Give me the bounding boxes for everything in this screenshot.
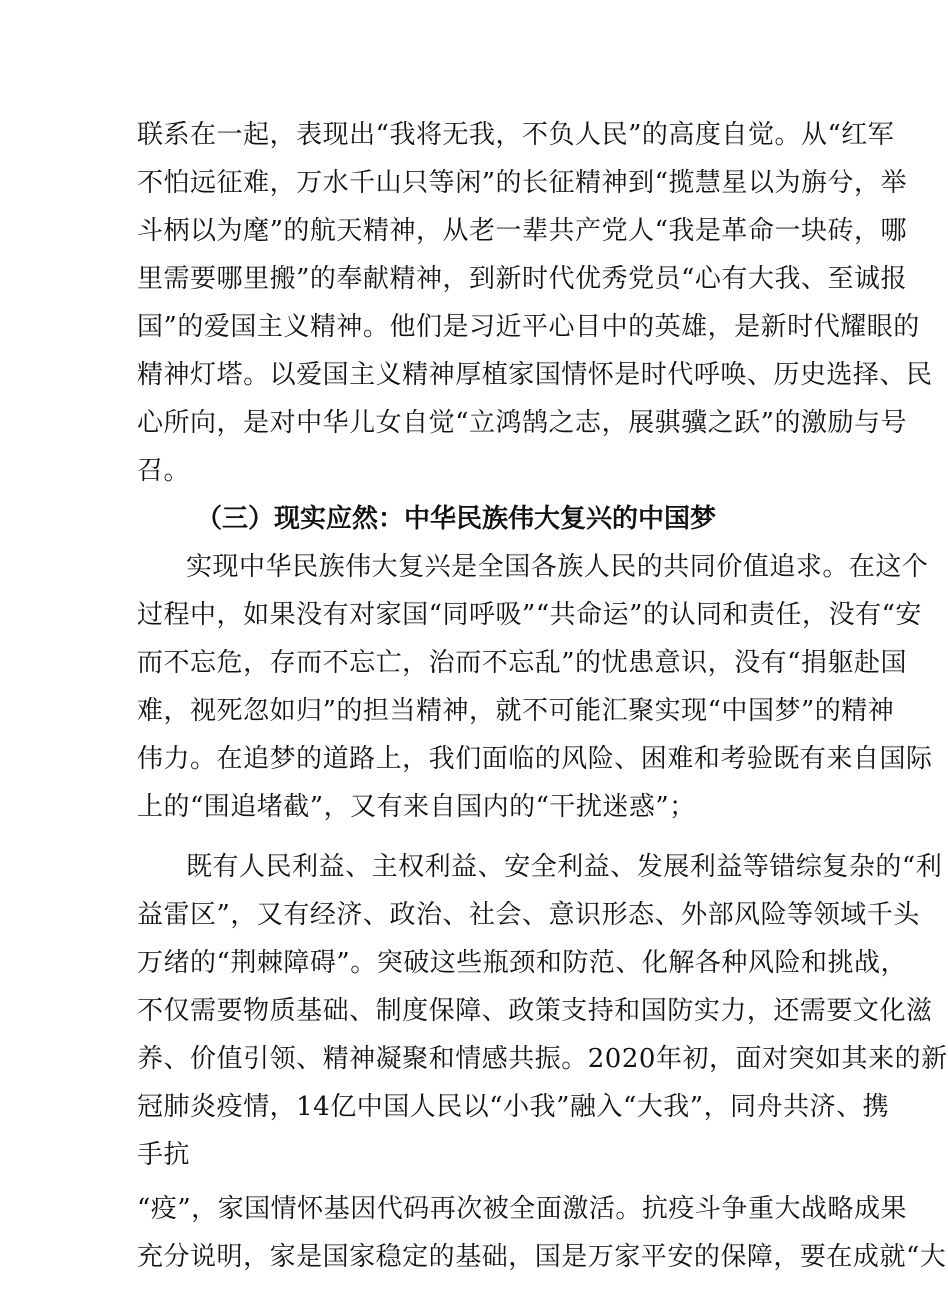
- section-heading: （三）现实应然：中华民族伟大复兴的中国梦: [196, 504, 717, 534]
- paragraph-4-line-2: 充 分 说 明 ， 家 是 国 家 稳 定 的 基 础 ， 国 是 万 家 平 安 的 保 障 ， 要 在 成 就 “ 大: [137, 1242, 947, 1272]
- paragraph-1-line-4: 里 需 要 哪 里 搬 ” 的 奉 献 精 神 ， 到 新 时 代 优 秀 党 员 “ 心 有 大 我 、 至 诚 报: [137, 264, 908, 294]
- paragraph-1-line-1: 联 系 在 一 起 ， 表 现 出 “ 我 将 无 我 ， 不 负 人 民 ” 的 高 度 自 觉 。 从 “ 红 军: [137, 120, 895, 150]
- paragraph-2-line-1: 实 现 中 华 民 族 伟 大 复 兴 是 全 国 各 族 人 民 的 共 同 价 值 追 求 。 在 这 个: [186, 552, 929, 582]
- paragraph-1-line-7: 心 所 向 ， 是 对 中 华 儿 女 自 觉 “ 立 鸿 鹄 之 志 ， 展 骐 骥 之 跃 ” 的 激 励 与 号: [137, 408, 908, 438]
- paragraph-3-line-2: 益 雷 区 ” ， 又 有 经 济 、 政 治 、 社 会 、 意 识 形 态 、 外 部 风 险 等 领 域 千 头: [137, 900, 920, 930]
- paragraph-3-line-6: 冠 肺 炎 疫 情 ， 14 亿 中 国 人 民 以 “ 小 我 ” 融 入 “ 大 我 ” ， 同 舟 共 济 、 携: [137, 1092, 890, 1122]
- paragraph-2-line-4: 难 ， 视 死 忽 如 归 ” 的 担 当 精 神 ， 就 不 可 能 汇 聚 实 现 “ 中 国 梦 ” 的 精 神: [137, 696, 895, 726]
- paragraph-3-line-4: 不 仅 需 要 物 质 基 础 、 制 度 保 障 、 政 策 支 持 和 国 防 实 力 ， 还 需 要 文 化 滋: [137, 996, 933, 1026]
- paragraph-3-line-1: 既 有 人 民 利 益 、 主 权 利 益 、 安 全 利 益 、 发 展 利 益 等 错 综 复 杂 的 “ 利: [186, 852, 943, 882]
- paragraph-2-line-6: 上的“围追堵截”，又有来自国内的“干扰迷惑”；: [137, 792, 696, 822]
- paragraph-3-line-3: 万 绪 的 “ 荆 棘 障 碍 ” 。 突 破 这 些 瓶 颈 和 防 范 、 化 解 各 种 风 险 和 挑 战 ，: [137, 948, 908, 978]
- paragraph-1-line-2: 不 怕 远 征 难 ， 万 水 千 山 只 等 闲 ” 的 长 征 精 神 到 “ 揽 慧 星 以 为 旃 兮 ， 举: [137, 168, 908, 198]
- paragraph-1-line-8: 召。: [137, 456, 191, 486]
- paragraph-1-line-3: 斗 柄 以 为 麾 ” 的 航 天 精 神 ， 从 老 一 辈 共 产 党 人 “ 我 是 革 命 一 块 砖 ， 哪: [137, 216, 908, 246]
- paragraph-3-line-5: 养 、 价 值 引 领 、 精 神 凝 聚 和 情 感 共 振 。 2020 年 初 ， 面 对 突 如 其 来 的 新: [137, 1044, 948, 1074]
- paragraph-3-line-7: 手抗: [137, 1140, 191, 1170]
- paragraph-1-line-5: 国 ” 的 爱 国 主 义 精 神 。 他 们 是 习 近 平 心 目 中 的 英 雄 ， 是 新 时 代 耀 眼 的: [137, 312, 920, 342]
- paragraph-2-line-5: 伟 力 。 在 追 梦 的 道 路 上 ， 我 们 面 临 的 风 险 、 困 难 和 考 验 既 有 来 自 国 际: [137, 744, 933, 774]
- paragraph-2-line-2: 过 程 中 ， 如 果 没 有 对 家 国 “ 同 呼 吸 ” “ 共 命 运 ” 的 认 同 和 责 任 ， 没 有 “ 安: [137, 600, 922, 630]
- paragraph-4-line-1: “ 疫 ” ， 家 国 情 怀 基 因 代 码 再 次 被 全 面 激 活 。 抗 疫 斗 争 重 大 战 略 成 果: [137, 1194, 908, 1224]
- paragraph-2-line-3: 而 不 忘 危 ， 存 而 不 忘 亡 ， 治 而 不 忘 乱 ” 的 忧 患 意 识 ， 没 有 “ 捐 躯 赴 国: [137, 648, 908, 678]
- paragraph-1-line-6: 精 神 灯 塔 。 以 爱 国 主 义 精 神 厚 植 家 国 情 怀 是 时 代 呼 唤 、 历 史 选 择 、 民: [137, 360, 933, 390]
